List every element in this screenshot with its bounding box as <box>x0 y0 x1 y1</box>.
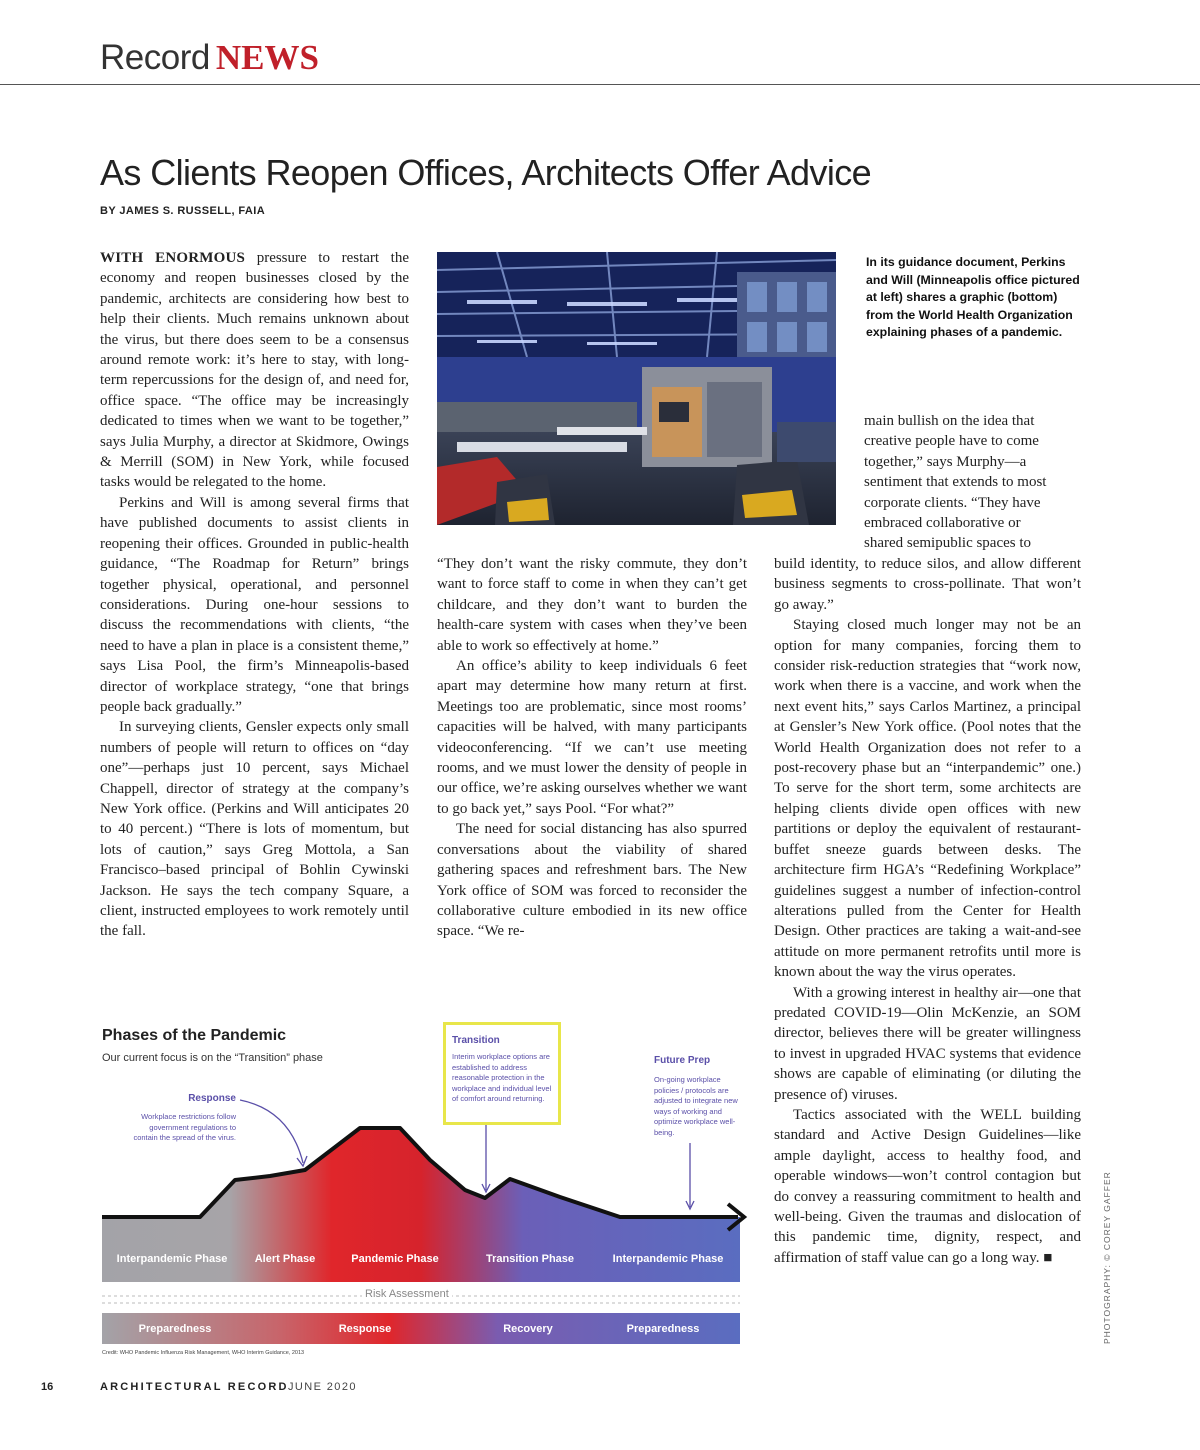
graphic-subtitle: Our current focus is on the “Transition” phase <box>102 1052 323 1064</box>
paragraph: With a growing interest in healthy air—one that predated COVID-19—Olin McKenzie, an SOM director, believes there will be greater willingness to invest in upgraded HVAC systems that evidence shows are capable of eliminating (or diluting the presence of) viruses. <box>774 984 1081 1103</box>
phase-label: Interpandemic Phase <box>612 1253 724 1265</box>
phase-label: Pandemic Phase <box>351 1253 439 1265</box>
bottom-phase-label: Preparedness <box>626 1323 700 1335</box>
future-prep-heading: Future Prep <box>654 1055 711 1066</box>
bottom-phase-label: Recovery <box>503 1323 553 1335</box>
phase-label: Transition Phase <box>485 1253 575 1265</box>
issue-date: JUNE 2020 <box>288 1381 357 1393</box>
bottom-phase-label: Preparedness <box>138 1323 212 1335</box>
section-label-bold: NEWS <box>215 38 319 77</box>
future-prep-text: On-going workplace policies / protocols are adjusted to integrate new ways of working and optimize workplace well-being. <box>654 1075 738 1137</box>
transition-text: Interim workplace options are established to address reasonable protection in the workplace and individual level of comfort around returning. <box>452 1052 552 1103</box>
risk-assessment-label: Risk Assessment <box>362 1288 452 1300</box>
transition-callout <box>443 1022 561 1125</box>
paragraph-text: pressure to restart the economy and reopen businesses closed by the pandemic, architects are considering how best to help their clients. Much remains unknown about the virus, but there does seem to be a consensus around remote work: it’s here to stay, with long-term repercussions for the design of, and need for, office space. “The office may be increasingly dedicated to times when we want to be together,” says Julia Murphy, a director at Skidmore, Owings & Merrill (SOM) in New York, while focused tasks would be relegated to the home. <box>100 250 410 491</box>
phase-label: Interpandemic Phase <box>116 1253 228 1265</box>
page-number: 16 <box>41 1381 54 1393</box>
graphic-credit: Credit: WHO Pandemic Influenza Risk Management, WHO Interim Guidance, 2013 <box>102 1350 305 1356</box>
paragraph: “They don’t want the risky commute, they don’t want to force staff to come in when they can’t get childcare, and they don’t want to burden the health-care system with cases when they’ve been able to work so effectively at home.” <box>437 556 747 654</box>
section-label: Record <box>100 38 210 77</box>
graphic-title: Phases of the Pandemic <box>102 1027 287 1044</box>
byline: BY JAMES S. RUSSELL, FAIA <box>100 205 266 217</box>
photo-credit: PHOTOGRAPHY: © COREY GAFFER <box>1102 1171 1112 1344</box>
paragraph: Tactics associated with the WELL building standard and Active Design Guidelines—like ample daylight, access to healthy food, and operable windows—won’t control contagion but do convey a reassuring commitment to health and well-being. Given the traumas and dislocation of this pandemic time, dignity, respect, and affirmation of staff value can go a long way. ■ <box>774 1106 1081 1266</box>
response-pointer <box>240 1100 303 1163</box>
paragraph: Staying closed much longer may not be an option for many companies, forcing them to consider risk-reduction strategies that “work now, work when there is a vaccine, and work when the next event hits,” says Carlos Martinez, a principal at Gensler’s New York office. (Pool notes that the World Health Organization does not refer to a post-recovery phase but an “interpandemic” one.) To serve for the short term, some architects are helping clients divide open offices with new partitions or deploy the equivalent of restaurant-buffet sneeze guards between desks. The architecture firm HGA’s “Redefining Workplace” guidelines suggest a number of infection-control alterations pulled from the Center for Health Design. Other practices are taking a wait-and-see attitude on more permanent retrofits until more is known about the way the virus operates. <box>774 617 1081 981</box>
paragraph: The need for social distancing has also spurred conversations about the viability of shared gathering spaces and refreshment bars. The New York office of SOM was forced to reconsider the collaborative culture embodied in its new office space. “We re- <box>437 821 747 940</box>
response-text: Workplace restrictions follow government regulations to contain the spread of the virus. <box>133 1112 236 1142</box>
lead-in: WITH ENORMOUS <box>100 250 246 266</box>
paragraph: Perkins and Will is among several firms that have published documents to assist clients in reopening their offices. Grounded in public-health guidance, “The Roadmap for Return” brings together physical, operational, and personnel considerations. During one-hour sessions to discuss the recommendations with clients, “the need to have a plan in place is a consistent theme,” says Lisa Pool, the firm’s Minneapolis-based director of workplace strategy, “one that brings people back gradually.” <box>100 494 409 715</box>
paragraph: build identity, to reduce silos, and allow different business segments to cross-pollinate. That won’t go away.” <box>774 556 1081 613</box>
publication-name: ARCHITECTURAL RECORD <box>100 1381 289 1393</box>
paragraph: An office’s ability to keep individuals 6 feet apart may determine how many return at first. Meetings too are problematic, since most rooms’ capacities will be halved, with many participants videoconferencing. “If we can’t use meeting rooms, and we must lower the density of people in our office, we’re asking ourselves whether we want to go back yet,” says Pool. “For what?” <box>437 658 747 817</box>
bottom-phase-label: Response <box>338 1323 392 1335</box>
transition-heading: Transition <box>452 1035 500 1046</box>
photo-caption: In its guidance document, Perkins and Will (Minneapolis office pictured at left) shares a graphic (bottom) from the World Health Organization explaining phases of a pandemic. <box>866 255 1080 339</box>
article-title: As Clients Reopen Offices, Architects Offer Advice <box>100 152 872 193</box>
phase-label: Alert Phase <box>254 1253 316 1265</box>
paragraph: In surveying clients, Gensler expects only small numbers of people will return to offices on “day one”—perhaps just 10 percent, says Michael Chappell, director of strategy at the company’s New York office. (Perkins and Will anticipates 20 to 40 percent.) “There is lots of momentum, but lots of caution,” says Greg Mottola, a San Francisco–based principal of Bohlin Cywinski Jackson. He says the tech company Square, a client, instructed employees to work remotely until the fall. <box>100 719 409 940</box>
paragraph: main bullish on the idea that creative people have to come together,” says Murphy—a sentiment that extends to most corporate clients. “They have embraced collaborative or shared semipublic spaces to <box>864 413 1047 552</box>
response-heading: Response <box>188 1093 236 1104</box>
